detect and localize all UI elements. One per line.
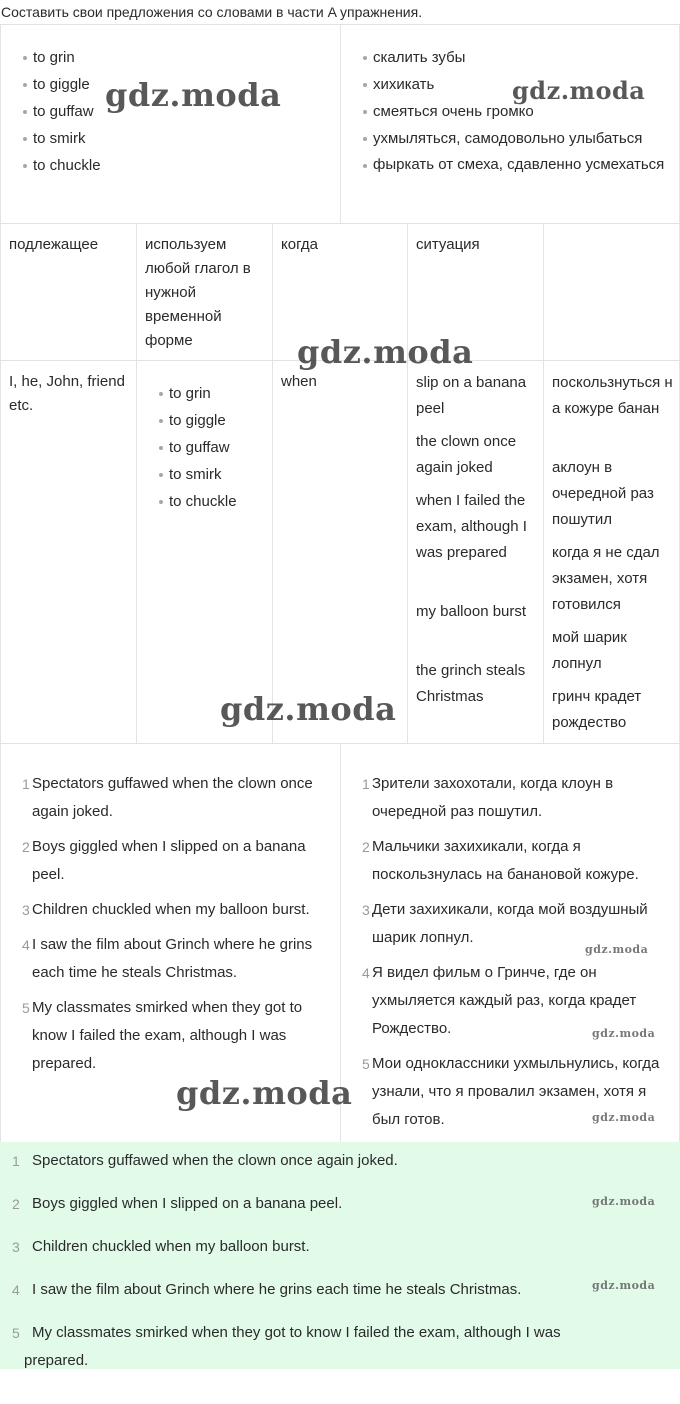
item-number: 5: [12, 1325, 20, 1341]
list-item: 5 Мои одноклассники ухмыльнулись, когда узнали, что я провалил экзамен, хотя я был готов.: [340, 1050, 675, 1134]
list-item: хихикать: [361, 71, 671, 98]
list-item: to guffaw: [157, 434, 267, 461]
watermark: gdz.moda: [297, 333, 474, 371]
grid-col-divider: [272, 223, 273, 744]
item-number: 5: [22, 1000, 30, 1016]
answer-row: 2 Boys giggled when I slipped on a banana peel.: [0, 1190, 670, 1218]
header-subject: подлежащее: [9, 236, 99, 253]
subjects-cell: I, he, John, friend etc.: [9, 373, 125, 414]
list-item: to smirk: [157, 461, 267, 488]
answer-row: 4 I saw the film about Grinch where he grins each time he steals Christmas.: [0, 1276, 670, 1304]
situation-ru-1: поскользнуться на кожуре банан: [552, 374, 673, 417]
list-item: фыркать от смеха, сдавленно усмехаться: [361, 152, 671, 175]
item-number: 1: [22, 776, 30, 792]
grid-col-divider: [407, 223, 408, 744]
list-item: to smirk: [21, 125, 321, 152]
grid-col-divider: [543, 223, 544, 744]
item-number: 3: [362, 902, 370, 918]
item-number: 3: [22, 902, 30, 918]
item-number: 1: [12, 1153, 20, 1169]
list-item: to giggle: [21, 71, 321, 98]
list-item: to grin: [21, 44, 321, 71]
list-item: 2 Boys giggled when I slipped on a banana peel.: [0, 833, 335, 889]
item-number: 4: [12, 1282, 20, 1298]
answer-row: 5 My classmates smirked when they got to know I failed the exam, although I was prepared.: [24, 1319, 624, 1375]
situation-en-3: when I failed the exam, although I was prepared: [416, 492, 527, 561]
list-item: to chuckle: [21, 152, 321, 179]
item-number: 1: [362, 776, 370, 792]
header-when: когда: [281, 236, 318, 253]
item-number: 2: [12, 1196, 20, 1212]
header-verb: используем любой глагол в нужной временной форме: [145, 236, 251, 349]
list-item: to giggle: [157, 407, 267, 434]
list-item: 1 Spectators guffawed when the clown once again joked.: [0, 770, 335, 826]
situation-ru-2: аклоун в очередной раз пошутил: [552, 459, 654, 528]
situation-ru-5: гринч крадет рождество: [552, 688, 642, 731]
list-item: смеяться очень громко: [361, 98, 671, 125]
header-situation: ситуация: [416, 236, 480, 253]
list-item: 5 My classmates smirked when they got to know I failed the exam, although I was prepared.: [0, 994, 335, 1078]
when-cell: when: [281, 373, 317, 390]
watermark: gdz.moda: [592, 1111, 656, 1124]
watermark: gdz.moda: [220, 690, 397, 728]
situation-en-1: slip on a banana peel: [416, 374, 527, 417]
list-item: to guffaw: [21, 98, 321, 125]
list-item: 3 Children chuckled when my balloon burst.: [0, 896, 335, 924]
page-title: Составить свои предложения со словами в части A упражнения.: [1, 4, 423, 20]
answer-row: 3 Children chuckled when my balloon burst.: [0, 1233, 670, 1261]
item-number: 2: [362, 839, 370, 855]
list-item: скалить зубы: [361, 44, 671, 71]
watermark: gdz.moda: [592, 1279, 656, 1292]
list-item: ухмыляться, самодовольно улыбаться: [361, 125, 671, 152]
vocab-russian-list: [361, 44, 671, 175]
situation-en-4: my balloon burst: [416, 603, 527, 620]
list-item: 1 Зрители захохотали, когда клоун в очередной раз пошутил.: [340, 770, 675, 826]
item-number: 5: [362, 1056, 370, 1072]
watermark: gdz.moda: [592, 1195, 656, 1208]
list-item: 4 I saw the film about Grinch where he grins each time he steals Christmas.: [0, 931, 335, 987]
item-number: 2: [22, 839, 30, 855]
list-item: to chuckle: [157, 488, 267, 515]
watermark: gdz.moda: [176, 1074, 353, 1112]
item-number: 4: [22, 937, 30, 953]
item-number: 4: [362, 965, 370, 981]
vocab-divider: [340, 24, 341, 224]
verbs-list: [157, 380, 267, 515]
situation-en-5: the grinch steals Christmas: [416, 662, 526, 705]
situation-ru-3: когда я не сдал экзамен, хотя готовился: [552, 544, 660, 613]
list-item: 2 Мальчики захихикали, когда я поскользнулась на банановой кожуре.: [340, 833, 675, 889]
watermark: gdz.moda: [512, 76, 646, 105]
list-item: to grin: [157, 380, 267, 407]
item-number: 3: [12, 1239, 20, 1255]
situation-en-2: the clown once again joked: [416, 433, 517, 476]
grid-col-divider: [136, 223, 137, 744]
watermark: gdz.moda: [592, 1027, 656, 1040]
answer-row: 1 Spectators guffawed when the clown once again joked.: [0, 1147, 670, 1175]
sentences-en-list: [0, 770, 335, 1085]
list-item: 3 Дети захихикали, когда мой воздушный шарик лопнул.: [340, 896, 675, 952]
watermark: gdz.moda: [105, 76, 282, 114]
list-item: 4 Я видел фильм о Гринче, где он ухмыляется каждый раз, когда крадет Рождество.: [340, 959, 675, 1043]
watermark: gdz.moda: [585, 943, 649, 956]
situation-ru-4: мой шарик лопнул: [552, 629, 627, 672]
